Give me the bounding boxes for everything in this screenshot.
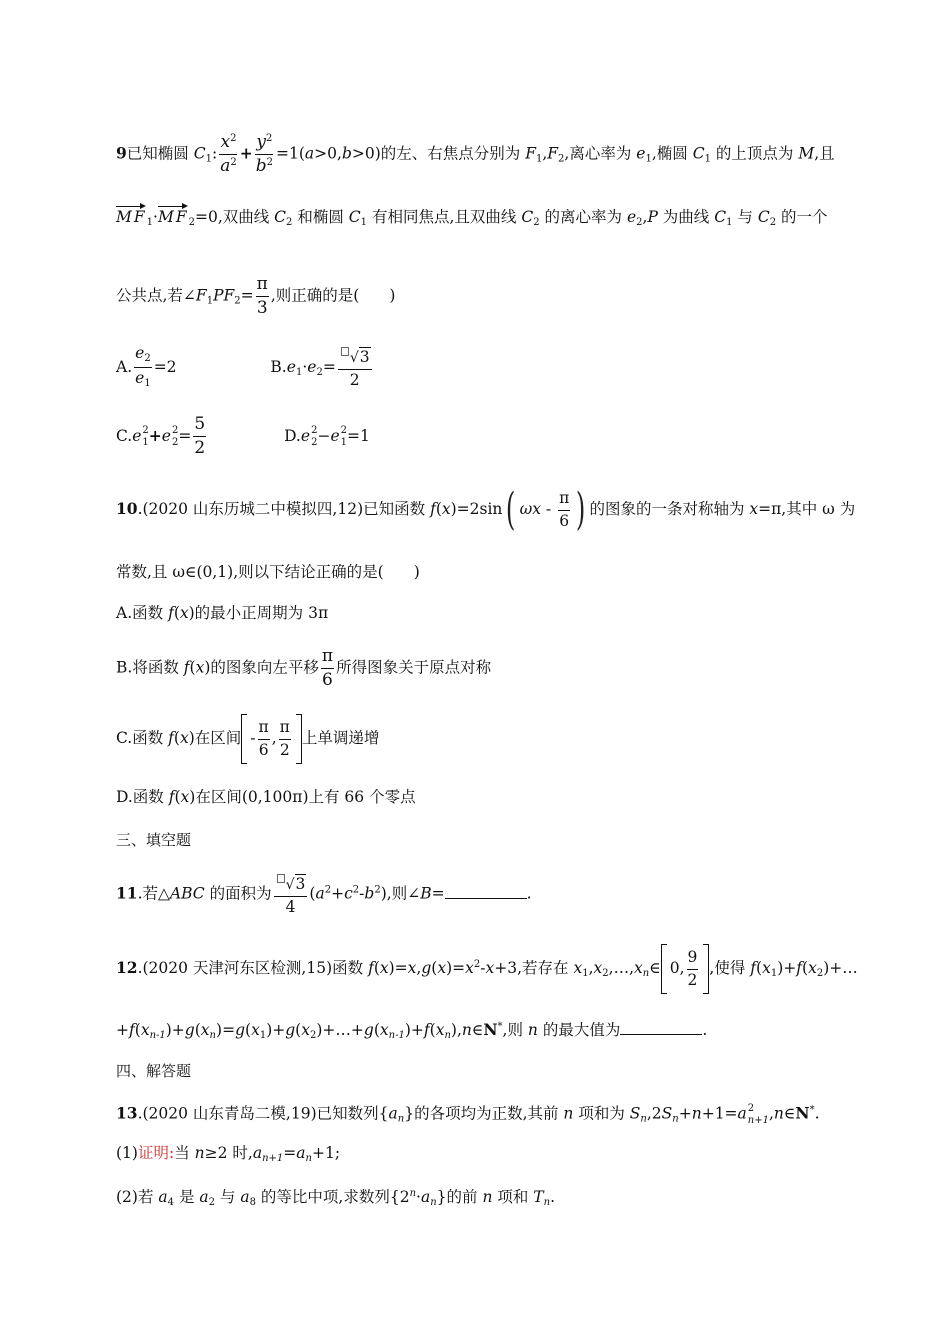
section-heading-answer: 四、解答题 bbox=[116, 1062, 192, 1080]
answer-blank[interactable] bbox=[620, 1020, 702, 1035]
answer-blank[interactable] bbox=[445, 884, 527, 899]
q9-option-d: D.e 2 2 −e 2 1 =1 bbox=[284, 425, 370, 448]
q10-option-a: A.函数 f(x)的最小正周期为 3π bbox=[116, 604, 329, 622]
frac-e2-e1: $\frac{e_2}{e_1}$ bbox=[135, 344, 151, 389]
q9-option-a: A. $\frac{e_2}{e_1}$ =2 bbox=[116, 344, 177, 389]
q9-options-cd bbox=[116, 416, 370, 457]
q12-line1: 12.(2020 天津河东区检测,15)函数 $f(x)=x,g(x)=x^2-x+3$,若存在 $x_1,x_2,\dots,x_n\in$ 0, $\frac{9}{2}$ ,使得 $f(x_1)+f(x_2)+\dots$ bbox=[116, 944, 858, 994]
frac-pi-6-c: $\frac{\pi}{6}$ bbox=[258, 718, 269, 759]
q13-part1: (1)证明:当 n≥2 时$,a_{n+1}=a_n+1$; bbox=[116, 1144, 341, 1164]
q13-part2: (2)若 $a_4$ 是 $a_2$ 与 $a_8$ 的等比中项,求数列$\{2^n\cdot a_n\}$的前 n 项和 $T_n$. bbox=[116, 1188, 556, 1208]
q10-option-b: B.将函数 f(x)的图象向左平移 $\frac{\pi}{6}$ 所得图象关于原点对称 bbox=[116, 646, 492, 690]
frac-pi-6-b: $\frac{\pi}{6}$ bbox=[321, 646, 334, 690]
q9-line1: 9已知椭圆 $C_1$: $\frac{x^2}{a^2}$ + $\frac{y^2}{b^2}$ =1(a>0,b>0)的左、右焦点分别为 $F_1,F_2$,离心率为 $e_1$,椭圆 $C_1$ 的上顶点为 M,且 bbox=[116, 132, 835, 176]
frac-pi-2: $\frac{\pi}{2}$ bbox=[279, 718, 290, 759]
q9-line2: $MF_1\cdot MF_2=0$,双曲线 $C_2$ 和椭圆 $C_1$ 有相同焦点,且双曲线 $C_2$ 的离心率为 $e_2,P$ 为曲线 $C_1$ 与 $C_2$ 的一个 bbox=[116, 208, 828, 228]
q10-line1: 10.(2020 山东历城二中模拟四,12)已知函数 f(x)=2sin( ωx - $\frac{\pi}{6}$ ) 的图象的一条对称轴为 x=π,其中 ω 为 bbox=[116, 484, 856, 535]
frac-sqrt3-2: $\frac{√3}{2}$ bbox=[338, 347, 372, 388]
frac-9-2: $\frac{9}{2}$ bbox=[687, 948, 698, 989]
frac-pi-3: $\frac{\pi}{3}$ bbox=[256, 274, 268, 318]
q9-option-b: $B.e_1\cdot e_2=$ $\frac{√3}{2}$ bbox=[270, 348, 370, 389]
sqrt-symbol: √3 bbox=[275, 874, 307, 893]
frac-pi-6: $\frac{\pi}{6}$ bbox=[559, 489, 570, 530]
q10-option-d: D.函数 f(x)在区间(0,100π)上有 66 个零点 bbox=[116, 788, 416, 806]
q10-line2: 常数,且 ω∈(0,1),则以下结论正确的是( ) bbox=[116, 563, 420, 581]
q9-options-ab bbox=[116, 346, 374, 389]
frac-5-2: $\frac{5}{2}$ bbox=[194, 414, 206, 458]
section-heading-fill-in: 三、填空题 bbox=[116, 831, 192, 849]
q9-option-c: C.e 2 1 +e 2 2 = $\frac{5}{2}$ bbox=[116, 414, 206, 458]
sqrt-symbol: √3 bbox=[339, 347, 371, 366]
vector-mf2: MF bbox=[157, 208, 189, 226]
q9-line3: 公共点,若$\angle F_1PF_2=$ $\frac{\pi}{3}$ ,则正确的是( ) bbox=[116, 274, 396, 318]
q11: 11.若△ABC 的面积为 $\frac{√3}{4}$ $(a^2+c^2-b^2)$,则∠B= . bbox=[116, 875, 532, 916]
q12-line2: $+f(x_{n-1})+g(x_n)=g(x_1)+g(x_2)+\dots+g(x_{n-1})+f(x_n),n\in N^*$,则 n 的最大值为 . bbox=[116, 1020, 708, 1041]
q10-option-c: C.函数 f(x)在区间 - $\frac{\pi}{6}$ , $\frac{\pi}{2}$ 上单调递增 bbox=[116, 714, 379, 764]
vector-mf1: MF bbox=[116, 208, 147, 226]
proof-label: 证明: bbox=[137, 1144, 175, 1162]
frac-sqrt3-4: $\frac{√3}{4}$ bbox=[274, 874, 308, 915]
frac-x2-a2: $\frac{x^2}{a^2}$ bbox=[220, 132, 237, 176]
frac-y2-b2: $\frac{y^2}{b^2}$ bbox=[255, 132, 273, 176]
q13-line1: 13.(2020 山东青岛二模,19)已知数列$\{a_n\}$的各项均为正数,其前 n 项和为 $S_n,2S_n+n+1=a$ 2 n+1 ,n∈N*. bbox=[116, 1103, 820, 1126]
